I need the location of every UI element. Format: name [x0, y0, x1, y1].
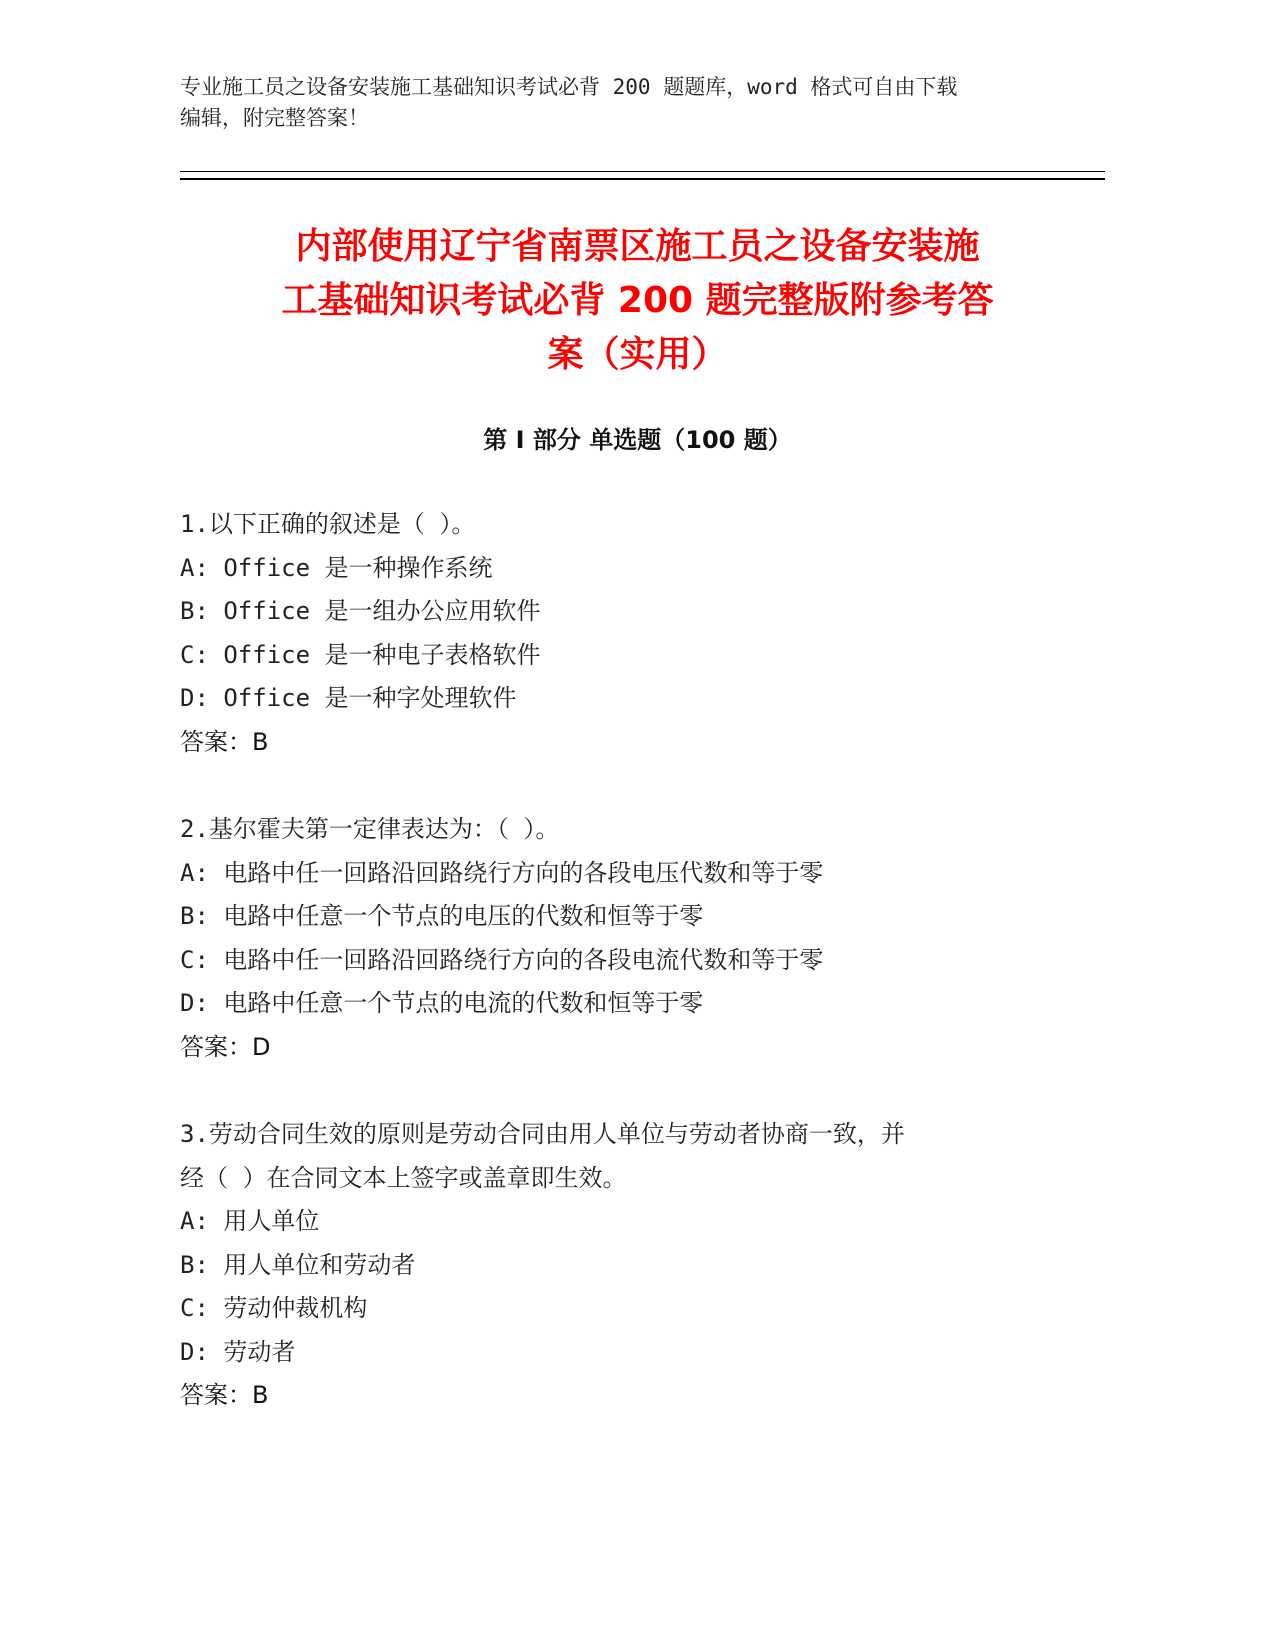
document-title-line-1: 内部使用辽宁省南票区施工员之设备安装施 [295, 226, 980, 267]
question-stem: 2.基尔霍夫第一定律表达为：（ ）。 [180, 815, 560, 843]
document-title [0, 220, 1275, 382]
question-1 [180, 503, 1100, 764]
header-note-line-2: 编辑，附完整答案！ [180, 106, 369, 130]
option-a: A: 电路中任一回路沿回路绕行方向的各段电压代数和等于零 [180, 858, 824, 887]
section-heading: 第 I 部分 单选题（100 题） [483, 426, 792, 454]
document-title-line-2: 工基础知识考试必背 200 题完整版附参考答 [281, 280, 994, 321]
question-2 [180, 808, 1100, 1069]
option-c: C: 电路中任一回路沿回路绕行方向的各段电流代数和等于零 [180, 945, 824, 974]
option-c: C: Office 是一种电子表格软件 [180, 640, 541, 669]
header-divider-thick [180, 178, 1105, 180]
option-b: B: Office 是一组办公应用软件 [180, 597, 541, 625]
option-d: D: 劳动者 [180, 1337, 296, 1366]
option-b: B: 用人单位和劳动者 [180, 1250, 416, 1279]
header-divider-thin [180, 171, 1105, 172]
option-a: A: 用人单位 [180, 1207, 320, 1235]
answer: 答案：B [180, 727, 269, 756]
option-d: D: Office 是一种字处理软件 [180, 684, 517, 712]
question-stem: 1.以下正确的叙述是（ ）。 [180, 510, 476, 538]
answer: 答案：D [180, 1032, 271, 1061]
option-a: A: Office 是一种操作系统 [180, 553, 493, 582]
option-c: C: 劳动仲裁机构 [180, 1294, 368, 1322]
option-d: D: 电路中任意一个节点的电流的代数和恒等于零 [180, 989, 704, 1017]
document-title-line-3: 案（实用） [547, 334, 728, 375]
header-note-line-1: 专业施工员之设备安装施工基础知识考试必背 200 题题库，word 格式可自由下载 [180, 75, 958, 99]
header-note [180, 72, 1100, 134]
answer: 答案：B [180, 1381, 269, 1409]
option-b: B: 电路中任意一个节点的电压的代数和恒等于零 [180, 902, 704, 930]
question-stem-line-1: 3.劳动合同生效的原则是劳动合同由用人单位与劳动者协商一致，并 [180, 1120, 905, 1148]
question-3 [180, 1113, 1100, 1418]
question-stem-line-2: 经（ ）在合同文本上签字或盖章即生效。 [180, 1163, 627, 1192]
